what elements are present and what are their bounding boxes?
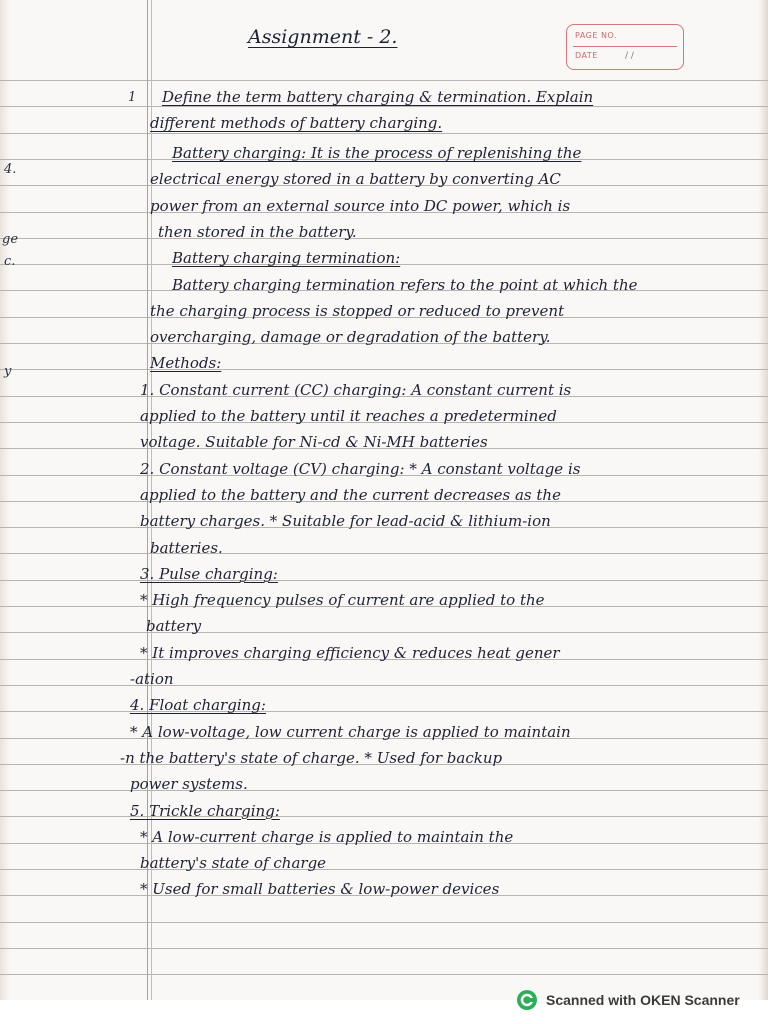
question-line-2: different methods of battery charging. (150, 114, 443, 132)
answer-line: -n the battery's state of charge. * Used for backup (120, 748, 503, 767)
answer-line: Battery charging: It is the process of replenishing the (172, 144, 582, 162)
page-date-box (566, 24, 684, 70)
page-date-divider (573, 46, 677, 47)
ruled-line (0, 80, 768, 81)
ruled-line (0, 369, 768, 370)
assignment-title: Assignment - 2. (248, 26, 398, 48)
ruled-line (0, 974, 768, 975)
answer-line: * High frequency pulses of current are applied to the (140, 591, 545, 610)
answer-line: * A low-voltage, low current charge is applied to maintain (130, 722, 571, 741)
ruled-line (0, 238, 768, 239)
answer-line: power from an external source into DC power, which is (150, 196, 571, 215)
margin-mark: ge (2, 232, 19, 247)
ruled-line (0, 685, 768, 686)
answer-line: * It improves charging efficiency & reduces heat gener (140, 643, 560, 662)
ruled-line (0, 948, 768, 949)
answer-line: Methods: (150, 354, 222, 373)
ruled-line (0, 869, 768, 870)
answer-line: Battery charging termination: (172, 249, 401, 268)
ruled-line (0, 133, 768, 134)
ruled-line (0, 553, 768, 554)
ruled-line (0, 711, 768, 712)
page-no-label: PAGE NO. (575, 31, 617, 40)
answer-line: voltage. Suitable for Ni-cd & Ni-MH batteries (140, 433, 488, 452)
answer-line: battery (146, 617, 202, 636)
scanner-logo-icon (516, 989, 538, 1011)
answer-line: battery's state of charge (140, 854, 327, 873)
answer-line: 4. Float charging: (130, 696, 266, 715)
answer-line: power systems. (130, 775, 248, 794)
scanner-watermark (516, 990, 740, 1010)
question-number: 1 (128, 90, 137, 105)
question-line-1: Define the term battery charging & termination. Explain (162, 88, 594, 106)
answer-line: applied to the battery until it reaches a predetermined (140, 407, 557, 425)
answer-line: * A low-current charge is applied to maintain the (140, 827, 514, 846)
answer-line: overcharging, damage or degradation of the battery. (150, 328, 551, 347)
ruled-line (0, 106, 768, 107)
date-slashes: / / (625, 51, 634, 61)
answer-line: electrical energy stored in a battery by converting AC (150, 170, 561, 189)
answer-line: Battery charging termination refers to the point at which the (172, 275, 638, 294)
answer-line: applied to the battery and the current decreases as the (140, 485, 561, 504)
ruled-line (0, 632, 768, 633)
margin-mark: c. (4, 254, 16, 269)
answer-line: batteries. (150, 538, 223, 557)
date-label: DATE (575, 51, 598, 60)
scanner-text: Scanned with OKEN Scanner (546, 992, 740, 1008)
answer-line: -ation (130, 670, 174, 688)
ruled-line (0, 790, 768, 791)
answer-line: the charging process is stopped or reduced to prevent (150, 301, 565, 320)
ruled-line (0, 816, 768, 817)
answer-line: * Used for small batteries & low-power devices (140, 880, 500, 899)
answer-line: 1. Constant current (CC) charging: A constant current is (140, 380, 572, 399)
answer-line: battery charges. * Suitable for lead-acid & lithium-ion (140, 512, 551, 531)
answer-line: 3. Pulse charging: (140, 564, 278, 583)
margin-mark: y (4, 364, 12, 379)
ruled-line (0, 580, 768, 581)
answer-line: then stored in the battery. (158, 222, 357, 241)
ruled-line (0, 922, 768, 923)
answer-line: 2. Constant voltage (CV) charging: * A constant voltage is (140, 459, 581, 478)
answer-line: 5. Trickle charging: (130, 801, 280, 820)
margin-mark: 4. (4, 162, 17, 177)
